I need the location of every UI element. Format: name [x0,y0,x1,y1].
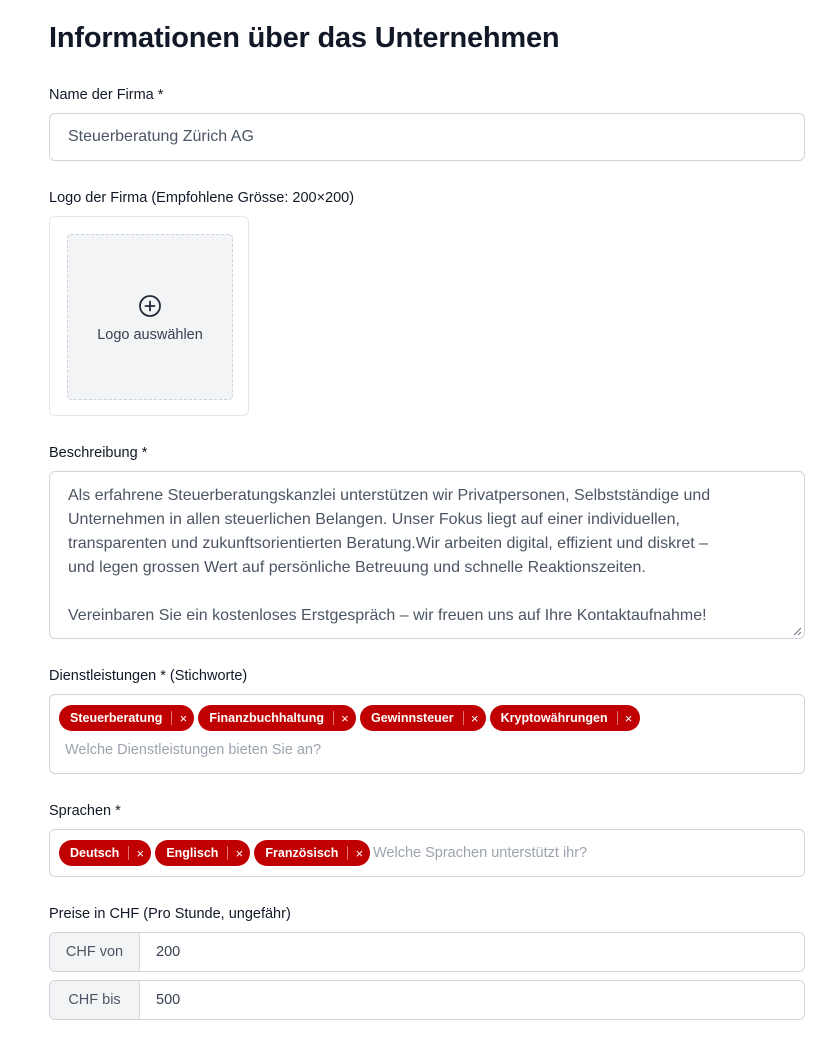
company-name-input[interactable] [49,113,805,161]
description-line: Unternehmen in allen steuerlichen Belangen. Unser Fokus liegt auf einer individuellen, [68,511,680,528]
description-label: Beschreibung * [49,445,148,461]
description-line: und legen grossen Wert auf persönliche Betreuung und schnelle Reaktionszeiten. [68,559,646,576]
service-tag-label: Steuerberatung [70,711,163,725]
languages-label: Sprachen * [49,803,121,819]
service-tag-label: Finanzbuchhaltung [209,711,324,725]
service-tag [198,705,356,731]
services-placeholder[interactable]: Welche Dienstleistungen bieten Sie an? [65,742,322,758]
close-icon[interactable]: × [341,710,349,726]
language-tag [155,840,250,866]
description-line: transparenten und zukunftsorientierten Beratung.Wir arbeiten digital, effizient und diskret – [68,535,709,552]
service-tag [490,705,640,731]
language-tag [59,840,151,866]
description-closing-line: Vereinbaren Sie ein kostenloses Erstgespräch – wir freuen uns auf Ihre Kontaktaufnahme! [68,607,707,624]
close-icon[interactable]: × [136,845,145,861]
close-icon[interactable]: × [179,710,188,726]
price-to-group [49,980,805,1020]
price-from-input[interactable] [140,933,804,971]
languages-placeholder[interactable]: Welche Sprachen unterstützt ihr? [373,845,588,861]
service-tag-label: Gewinnsteuer [370,711,454,725]
languages-tag-input[interactable] [49,829,805,877]
logo-upload-frame [49,216,249,416]
close-icon[interactable]: × [470,710,479,726]
prices-label: Preise in CHF (Pro Stunde, ungefähr) [49,906,291,922]
service-tag-label: Kryptowährungen [500,711,608,725]
close-icon[interactable]: × [355,845,364,861]
price-to-input[interactable] [140,981,804,1019]
description-textarea[interactable] [49,471,805,639]
language-tag-label: Deutsch [70,846,120,860]
language-tag-label: Englisch [166,846,219,860]
resize-grip-icon[interactable] [792,626,802,636]
close-icon[interactable]: × [235,845,244,861]
description-line: Als erfahrene Steuerberatungskanzlei unterstützen wir Privatpersonen, Selbstständige und [68,487,711,504]
language-tag-label: Französisch [265,846,339,860]
service-tag [360,705,486,731]
services-label: Dienstleistungen * (Stichworte) [49,668,248,684]
close-icon[interactable]: × [624,710,633,726]
company-name-label: Name der Firma * [49,87,164,103]
service-tag [59,705,194,731]
price-from-group [49,932,805,972]
price-to-addon: CHF bis [50,981,140,1019]
services-tag-input[interactable] [49,694,805,774]
logo-upload-text: Logo auswählen [97,326,203,343]
logo-label: Logo der Firma (Empfohlene Grösse: 200×200) [49,190,355,206]
language-tag [254,840,370,866]
plus-circle-icon [138,294,162,318]
price-from-addon: CHF von [50,933,140,971]
logo-upload-button[interactable] [67,234,233,400]
page-title: Informationen über das Unternehmen [49,22,560,54]
